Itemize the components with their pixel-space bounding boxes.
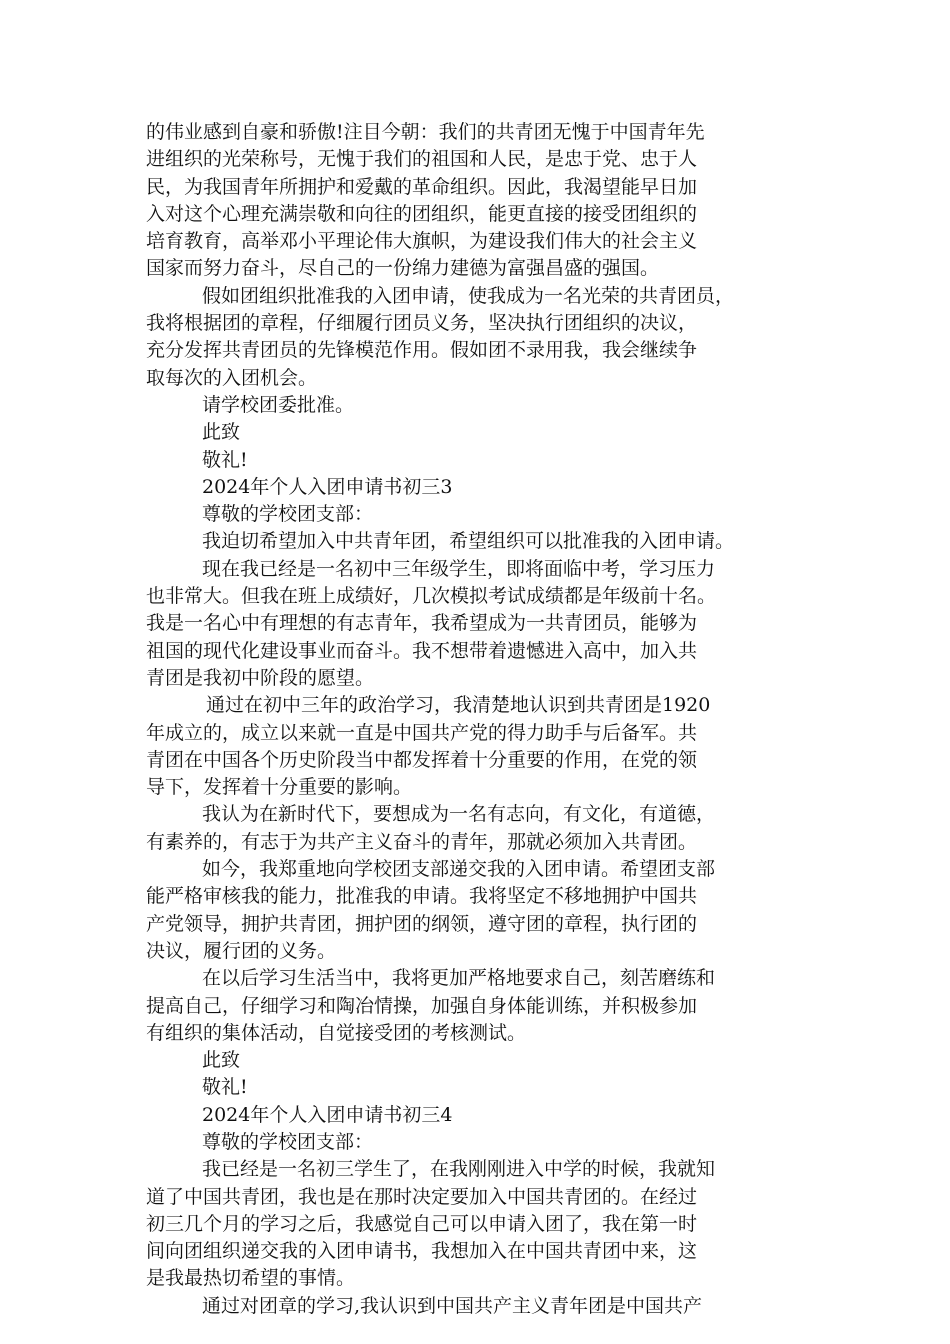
text-line: 青团在中国各个历史阶段当中都发挥着十分重要的作用，在党的领	[146, 748, 698, 771]
text-line: 在以后学习生活当中，我将更加严格地要求自己，刻苦磨练和	[202, 967, 716, 990]
text-line: 培育教育，高举邓小平理论伟大旗帜，为建设我们伟大的社会主义	[146, 230, 698, 253]
text-line: 尊敬的学校团支部：	[202, 503, 374, 526]
text-line: 祖国的现代化建设事业而奋斗。我不想带着遗憾进入高中，加入共	[146, 639, 698, 662]
text-line: 我已经是一名初三学生了，在我刚刚进入中学的时候，我就知	[202, 1158, 716, 1181]
text-line: 此致	[202, 421, 241, 444]
text-line: 的伟业感到自豪和骄傲!注目今朝：我们的共青团无愧于中国青年先	[146, 121, 705, 143]
text-line: 也非常大。但我在班上成绩好，几次模拟考试成绩都是年级前十名。	[146, 585, 717, 608]
text-line: 决议，履行团的义务。	[146, 939, 337, 962]
text-line: 充分发挥共青团员的先锋模范作用。假如团不录用我，我会继续争	[146, 339, 698, 362]
text-line: 我迫切希望加入中共青年团，希望组织可以批准我的入团申请。	[202, 530, 735, 553]
text-line: 如今，我郑重地向学校团支部递交我的入团申请。希望团支部	[202, 858, 716, 881]
text-line: 进组织的光荣称号，无愧于我们的祖国和人民，是忠于党、忠于人	[146, 148, 698, 171]
text-line: 青团是我初中阶段的愿望。	[146, 666, 375, 689]
text-line: 敬礼!	[202, 1076, 248, 1099]
text-line: 敬礼!	[202, 448, 248, 471]
text-line: 年成立的，成立以来就一直是中国共产党的得力助手与后备军。共	[146, 721, 698, 744]
text-line: 现在我已经是一名初中三年级学生，即将面临中考，学习压力	[202, 557, 716, 580]
text-line: 此致	[202, 1049, 241, 1072]
text-line: 能严格审核我的能力，批准我的申请。我将坚定不移地拥护中国共	[146, 885, 698, 908]
text-line: 导下，发挥着十分重要的影响。	[146, 776, 413, 799]
text-line: 有素养的，有志于为共产主义奋斗的青年，那就必须加入共青团。	[146, 830, 698, 853]
document-body	[146, 119, 816, 1320]
text-line: 请学校团委批准。	[202, 393, 355, 416]
text-line: 有组织的集体活动，自觉接受团的考核测试。	[146, 1021, 527, 1044]
text-line: 我认为在新时代下，要想成为一名有志向，有文化，有道德，	[202, 803, 716, 826]
text-line: 我是一名心中有理想的有志青年，我希望成为一共青团员，能够为	[146, 612, 698, 635]
text-line: 产党领导，拥护共青团，拥护团的纲领，遵守团的章程，执行团的	[146, 912, 698, 935]
text-line: 2024年个人入团申请书初三3	[202, 475, 453, 498]
text-line: 通过对团章的学习,我认识到中国共产主义青年团是中国共产	[202, 1294, 703, 1317]
text-line: 取每次的入团机会。	[146, 366, 318, 389]
text-line: 是我最热切希望的事情。	[146, 1267, 356, 1290]
text-line: 假如团组织批准我的入团申请，使我成为一名光荣的共青团员，	[202, 284, 735, 307]
text-line: 2024年个人入团申请书初三4	[202, 1103, 453, 1126]
text-line: 间向团组织递交我的入团申请书，我想加入在中国共青团中来，这	[146, 1240, 698, 1263]
text-line: 我将根据团的章程，仔细履行团员义务，坚决执行团组织的决议，	[146, 312, 698, 335]
text-line: 入对这个心理充满崇敬和向往的团组织，能更直接的接受团组织的	[146, 202, 698, 225]
text-line: 国家而努力奋斗，尽自己的一份绵力建德为富强昌盛的强国。	[146, 257, 660, 280]
text-line: 提高自己，仔细学习和陶冶情操，加强自身体能训练，并积极参加	[146, 994, 698, 1017]
text-line: 尊敬的学校团支部：	[202, 1130, 374, 1153]
text-line: 初三几个月的学习之后，我感觉自己可以申请入团了，我在第一时	[146, 1212, 698, 1235]
text-line: 道了中国共青团，我也是在那时决定要加入中国共青团的。在经过	[146, 1185, 698, 1208]
text-line: 民，为我国青年所拥护和爱戴的革命组织。因此，我渴望能早日加	[146, 175, 698, 198]
text-line: 通过在初中三年的政治学习，我清楚地认识到共青团是1920	[206, 694, 711, 717]
